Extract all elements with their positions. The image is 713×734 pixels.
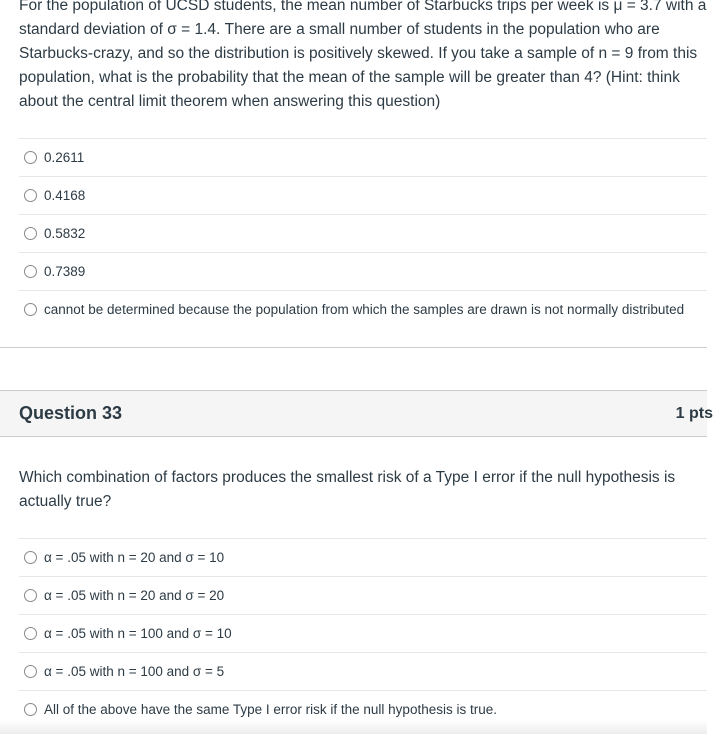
answer-label: α = .05 with n = 20 and σ = 20 (44, 588, 225, 603)
answer-label: α = .05 with n = 100 and σ = 10 (44, 626, 232, 641)
answer-label: cannot be determined because the population from which the samples are drawn is not normally distributed (44, 302, 685, 317)
answer-option[interactable] (19, 576, 707, 614)
question-divider (0, 347, 707, 348)
question-points: 1 pts (675, 405, 713, 422)
radio-button[interactable] (24, 703, 37, 716)
question-32-answers (19, 138, 707, 328)
answer-option[interactable] (19, 614, 707, 652)
question-32-text: For the population of UCSD students, the mean number of Starbucks trips per week is μ = 3.7 with a standard deviation of σ = 1.4. There are a small number of students in the population who are Starbucks-crazy, and so the distribution is positively skewed. If you take a sample of n = 9 from this population, what is the probability that the mean of the sample will be greater than 4? (Hint: think about the central limit theorem when answering this question) (19, 0, 707, 110)
bottom-shadow (0, 720, 707, 734)
answer-label: 0.2611 (44, 150, 85, 165)
radio-button[interactable] (24, 303, 37, 316)
answer-label: All of the above have the same Type I error risk if the null hypothesis is true. (44, 702, 497, 717)
radio-button[interactable] (24, 189, 37, 202)
answer-label: 0.4168 (44, 188, 86, 203)
radio-button[interactable] (24, 589, 37, 602)
answer-option[interactable] (19, 176, 707, 214)
question-33-text: Which combination of factors produces the smallest risk of a Type I error if the null hypothesis is actually true? (19, 469, 676, 510)
answer-label: α = .05 with n = 100 and σ = 5 (44, 664, 225, 679)
radio-button[interactable] (24, 151, 37, 164)
answer-option[interactable] (19, 538, 707, 576)
question-33-answers (19, 538, 707, 728)
radio-button[interactable] (24, 265, 37, 278)
answer-label: α = .05 with n = 20 and σ = 10 (44, 550, 225, 565)
answer-label: 0.7389 (44, 264, 86, 279)
answer-label: 0.5832 (44, 226, 86, 241)
radio-button[interactable] (24, 665, 37, 678)
answer-option[interactable] (19, 252, 707, 290)
answer-option[interactable] (19, 290, 707, 328)
question-title: Question 33 (19, 403, 123, 423)
radio-button[interactable] (24, 627, 37, 640)
answer-option[interactable] (19, 652, 707, 690)
radio-button[interactable] (24, 227, 37, 240)
answer-option[interactable] (19, 214, 707, 252)
radio-button[interactable] (24, 551, 37, 564)
question-33-header (0, 390, 713, 437)
answer-option[interactable] (19, 138, 707, 176)
